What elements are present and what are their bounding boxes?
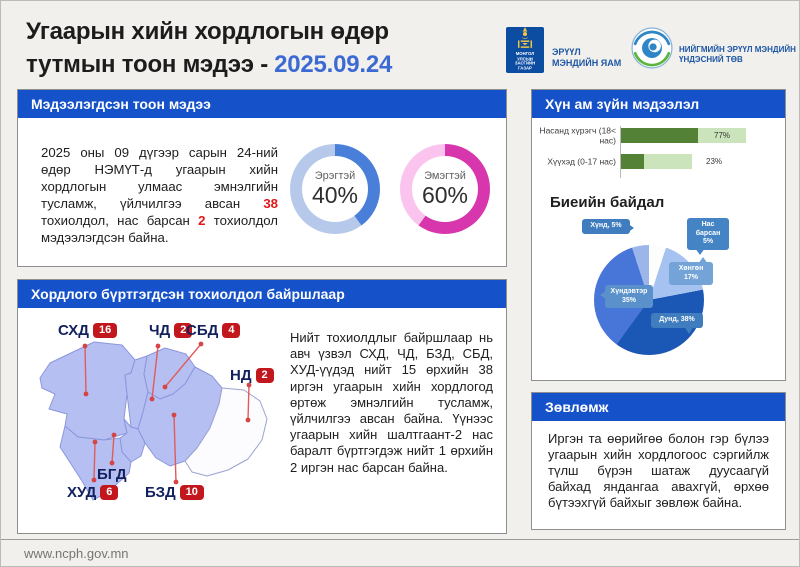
website-url: www.ncph.gov.mn bbox=[24, 546, 129, 561]
reported-panel-header: Мэдээлэгдсэн тоон мэдээ bbox=[18, 90, 506, 118]
moh-label-line2: МЭНДИЙН ЯАМ bbox=[552, 58, 622, 68]
title-line2 bbox=[26, 48, 392, 81]
callout-line1: Хөнгөн bbox=[678, 265, 704, 272]
pie-callout-dund bbox=[651, 313, 703, 328]
location-panel-header: Хордлого бүртгэгдсэн тохиолдол байршлаар bbox=[18, 280, 506, 308]
moh-caption-line1: МОНГОЛ УЛСЫН bbox=[515, 51, 535, 62]
female-donut-value: 60% bbox=[421, 181, 469, 208]
district-label-bgd bbox=[97, 466, 127, 483]
cases-count: 38 bbox=[263, 196, 278, 211]
soyombo-icon bbox=[514, 27, 536, 51]
title-line2-text: тутмын тоон мэдээ - bbox=[26, 51, 269, 78]
demographics-panel-header: Хүн ам зүйн мэдээлэл bbox=[532, 90, 785, 118]
male-donut-label: Эрэгтэй bbox=[314, 169, 356, 182]
moh-logo-caption bbox=[509, 53, 541, 72]
ncph-label-line1: НИЙГМИЙН ЭРҮҮЛ МЭНДИЙН bbox=[679, 45, 796, 54]
pie-callout-khungun bbox=[669, 262, 713, 285]
district-count-badge: 4 bbox=[222, 323, 240, 338]
callout-line2: 17% bbox=[683, 273, 698, 281]
male-donut-value: 40% bbox=[311, 181, 359, 208]
bar-row-adults bbox=[536, 124, 779, 148]
district-code: ХУД bbox=[67, 484, 97, 501]
callout-line1: Дунд, 38% bbox=[659, 316, 695, 323]
location-text: Нийт тохиолдлыг байршлаар нь авч үзвэл СХД, ЧД, БЗД, СБД, ХУД-үүдэд нийт 15 өрхийн 38 иргэн угаарын хийн хордлогод өртөж эмнэлгийн тусламж, үйлчилгээ авсан байна. Үүнээс угаарын хийн шалтгаант-2 нас баралт бүртгэгдэж нийт 1 өрхийн 2 иргэн нас барсан байна. bbox=[290, 330, 493, 475]
condition-chart-title: Биеийн байдал bbox=[550, 194, 665, 211]
district-count-badge: 16 bbox=[93, 323, 117, 338]
district-count-badge: 2 bbox=[256, 368, 274, 383]
reported-text-part1: 2025 оны 09 дүгээр сарын 24-ний өдөр НЭМҮТ-д угаарын хийн хордлогын улмаас эмнэлгийн тусламж, үйлчилгээ авсан bbox=[41, 145, 278, 211]
title-line1: Угаарын хийн хордлогын өдөр bbox=[26, 18, 389, 45]
female-donut-chart bbox=[400, 144, 490, 234]
district-count-badge: 6 bbox=[100, 485, 118, 500]
district-label-bzd bbox=[145, 484, 204, 501]
male-donut-chart bbox=[290, 144, 380, 234]
district-code: БГД bbox=[97, 466, 127, 483]
district-shape-skhd bbox=[40, 342, 135, 440]
moh-label-line1: ЭРҮҮЛ bbox=[552, 47, 581, 57]
report-date: 2025.09.24 bbox=[274, 51, 393, 78]
moh-label bbox=[552, 47, 621, 69]
callout-line1: Хүнд, 5% bbox=[590, 222, 622, 229]
female-donut-label: Эмэгтэй bbox=[424, 169, 466, 182]
deaths-count: 2 bbox=[198, 213, 206, 228]
advice-text: Иргэн та өөрийгөө болон гэр бүлээ угаарын хийн хордлогоос сэргийлж түлш бүрэн шатаж дуусаагүй байхад яндангаа авахгүй, өрхөө бүтээхгүй байхыг зөвлөж байна. bbox=[548, 431, 769, 510]
demographics-panel bbox=[531, 89, 786, 381]
bar-fill bbox=[621, 154, 644, 169]
advice-panel-header: Зөвлөмж bbox=[532, 393, 785, 421]
pie-callout-khund bbox=[582, 219, 630, 234]
callout-line1: Нас барсан bbox=[695, 221, 721, 237]
moh-caption-line2: ЗАСГИЙН ГАЗАР bbox=[514, 61, 536, 71]
ncph-logo-icon bbox=[631, 27, 673, 69]
district-code: СХД bbox=[58, 322, 89, 339]
district-label-nd bbox=[230, 367, 274, 384]
district-label-khud bbox=[67, 484, 118, 501]
advice-panel bbox=[531, 392, 786, 530]
reported-text-part3: тохиолдол мэдээлэгдсэн байна. bbox=[41, 213, 278, 245]
bar-value-label: 77% bbox=[714, 131, 731, 140]
bar-value-label: 23% bbox=[706, 157, 723, 166]
district-code: БЗД bbox=[145, 484, 176, 501]
reported-text bbox=[41, 144, 278, 246]
bar-label: Насанд хүрэгч (18< нас) bbox=[539, 125, 616, 145]
callout-line2: 35% bbox=[621, 296, 636, 304]
callout-line2: 5% bbox=[702, 238, 714, 245]
district-count-badge: 10 bbox=[180, 485, 204, 500]
bar-label: Хүүхэд (0-17 нас) bbox=[547, 156, 616, 167]
bar-row-children bbox=[536, 150, 779, 174]
bar-track bbox=[621, 154, 692, 169]
callout-line1: Хүндэвтэр bbox=[610, 288, 648, 295]
male-donut-center bbox=[302, 156, 368, 222]
district-label-sbd bbox=[186, 322, 240, 339]
bar-fill bbox=[621, 128, 698, 143]
age-group-bar-chart bbox=[536, 124, 779, 186]
footer bbox=[1, 539, 799, 567]
district-code: ЧД bbox=[149, 322, 171, 339]
moh-logo-icon bbox=[506, 27, 544, 73]
district-count-badge: 2 bbox=[174, 323, 192, 338]
ncph-label-line2: ҮНДЭСНИЙ ТӨВ bbox=[679, 55, 743, 64]
district-code: НД bbox=[230, 367, 252, 384]
female-donut-center bbox=[412, 156, 478, 222]
pie-callout-khundevter bbox=[605, 285, 653, 308]
page-title bbox=[26, 15, 392, 81]
district-code: СБД bbox=[186, 322, 219, 339]
pie-callout-deceased bbox=[687, 218, 729, 250]
reported-data-panel bbox=[17, 89, 507, 267]
ncph-label bbox=[679, 45, 796, 65]
location-panel bbox=[17, 279, 507, 534]
reported-text-part2: тохиолдол, нас барсан bbox=[41, 213, 199, 228]
district-label-skhd bbox=[58, 322, 117, 339]
